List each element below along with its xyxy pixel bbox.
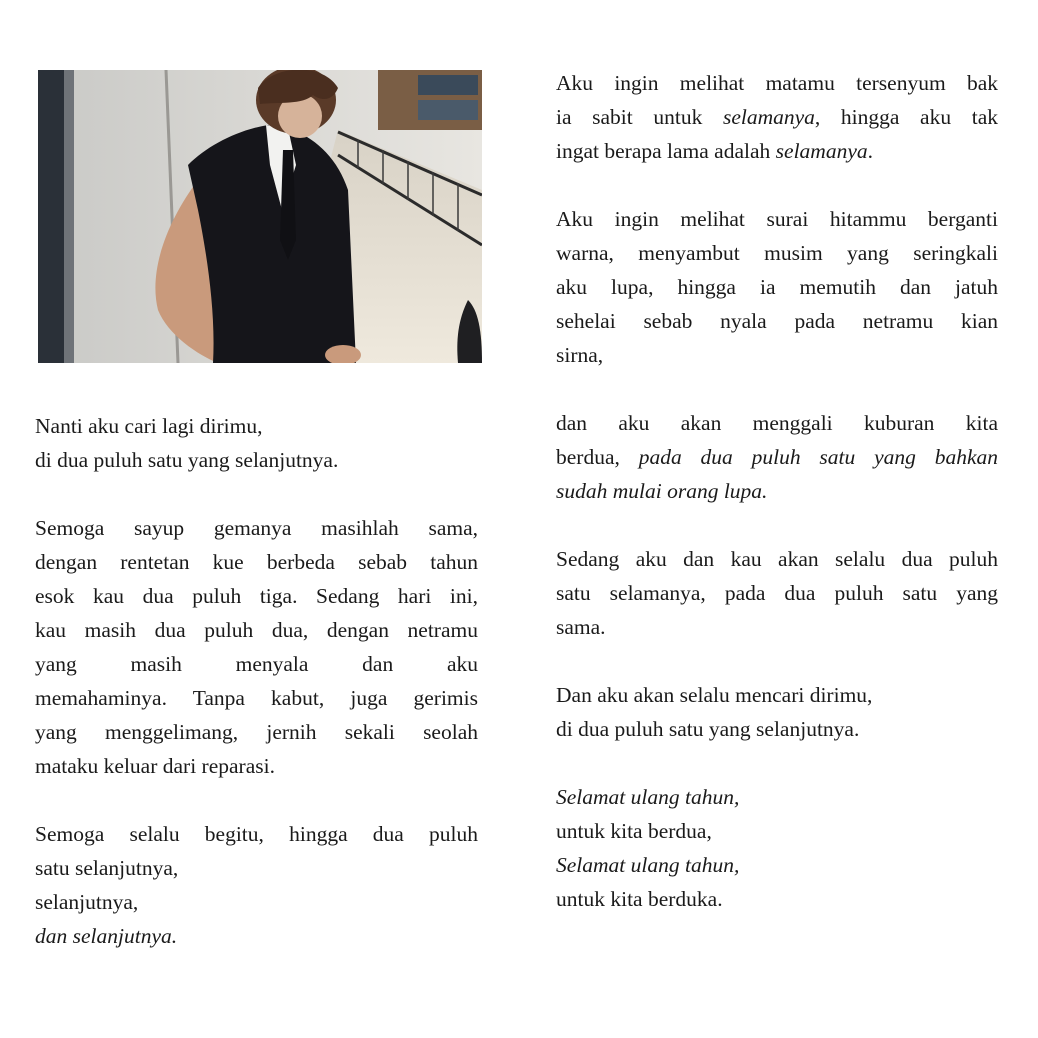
text-line: esok kau dua puluh tiga. Sedang hari ini,: [35, 584, 478, 608]
text-line-italic: Selamat ulang tahun,: [556, 853, 740, 877]
text-line: Semoga selalu begitu, hingga dua puluh: [35, 822, 478, 846]
text-segment-italic: selamanya: [722, 105, 815, 129]
text-line: sirna,: [556, 343, 604, 367]
right-stanza-3: [556, 406, 998, 508]
text-line: untuk kita berdua,: [556, 819, 712, 843]
text-line-italic: Selamat ulang tahun,: [556, 785, 740, 809]
left-stanza-2: [35, 511, 478, 783]
right-stanza-5: [556, 678, 998, 746]
text-line: mataku keluar dari reparasi.: [35, 754, 275, 778]
right-stanza-2: [556, 202, 998, 372]
text-line: aku lupa, hingga ia memutih dan jatuh: [556, 275, 998, 299]
text-line: Semoga sayup gemanya masihlah sama,: [35, 516, 478, 540]
text-line: yang menggelimang, jernih sekali seolah: [35, 720, 478, 744]
text-line: dan aku akan menggali kuburan kita: [556, 411, 998, 435]
text-line: Aku ingin melihat surai hitammu berganti: [556, 207, 998, 231]
text-line: [556, 134, 998, 168]
text-segment: , hingga aku tak: [814, 105, 998, 129]
left-stanza-3: [35, 817, 478, 953]
text-line: sama.: [556, 615, 606, 639]
text-line: satu selamanya, pada dua puluh satu yang: [556, 581, 998, 605]
text-line: untuk kita berduka.: [556, 887, 723, 911]
text-line: di dua puluh satu yang selanjutnya.: [556, 717, 860, 741]
text-line: [556, 100, 998, 134]
text-line-italic: dan selanjutnya.: [35, 924, 178, 948]
text-segment: ia sabit untuk: [556, 105, 723, 129]
portrait-photo: [38, 70, 482, 363]
text-line: [556, 440, 998, 474]
text-line: Aku ingin melihat matamu tersenyum bak: [556, 71, 998, 95]
text-segment-italic: selamanya: [775, 139, 868, 163]
text-line: Dan aku akan selalu mencari dirimu,: [556, 683, 873, 707]
text-segment: ingat berapa lama adalah: [556, 139, 776, 163]
right-stanza-6: [556, 780, 998, 916]
text-line: dengan rentetan kue berbeda sebab tahun: [35, 550, 478, 574]
text-line: selanjutnya,: [35, 890, 139, 914]
text-line: sehelai sebab nyala pada netramu kian: [556, 309, 998, 333]
text-segment: .: [867, 139, 873, 163]
left-stanza-1: [35, 409, 478, 477]
text-segment: berdua,: [556, 445, 639, 469]
text-line: warna, menyambut musim yang seringkali: [556, 241, 998, 265]
right-stanza-1: [556, 66, 998, 168]
text-line-italic: sudah mulai orang lupa.: [556, 479, 768, 503]
text-line: di dua puluh satu yang selanjutnya.: [35, 448, 339, 472]
photo-illustration: [38, 70, 482, 363]
text-line: kau masih dua puluh dua, dengan netramu: [35, 618, 478, 642]
left-column: [35, 409, 478, 987]
right-stanza-4: [556, 542, 998, 644]
right-column: [556, 66, 998, 950]
text-line: memahaminya. Tanpa kabut, juga gerimis: [35, 686, 478, 710]
text-line: satu selanjutnya,: [35, 856, 179, 880]
text-line: Nanti aku cari lagi dirimu,: [35, 414, 263, 438]
text-segment-italic: pada dua puluh satu yang bahkan: [638, 445, 998, 469]
text-line: yang masih menyala dan aku: [35, 652, 478, 676]
text-line: Sedang aku dan kau akan selalu dua puluh: [556, 547, 998, 571]
